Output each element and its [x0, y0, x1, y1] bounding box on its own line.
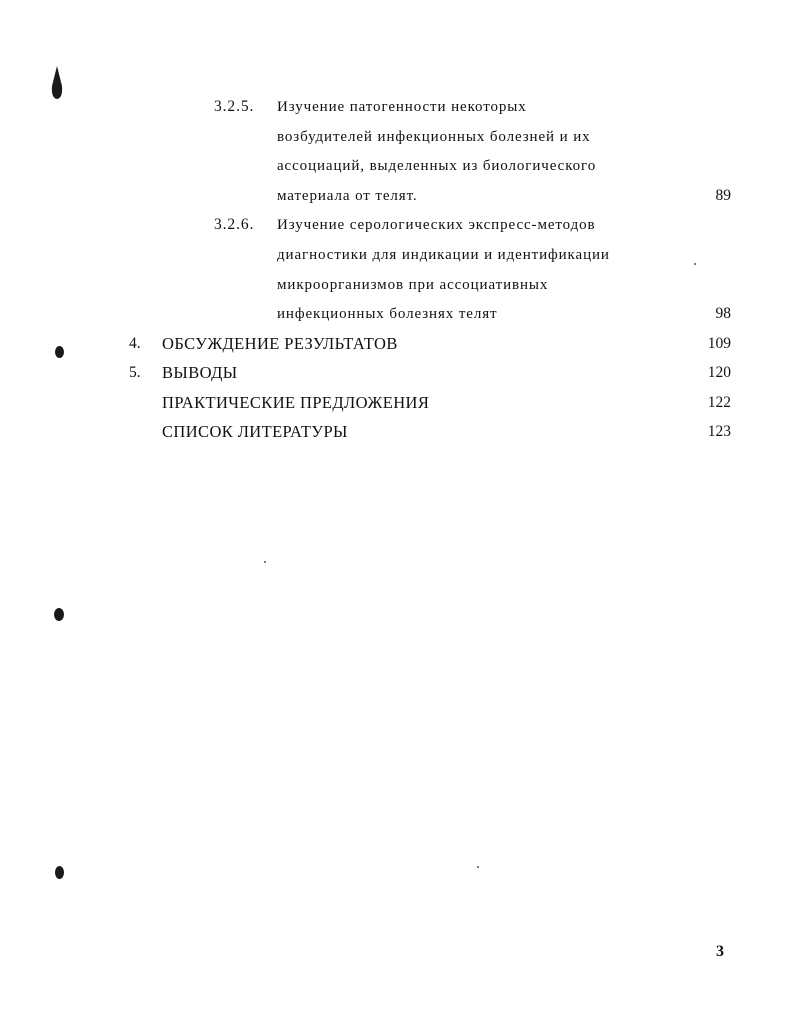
page-number: 3 [716, 943, 724, 960]
toc-entry-title-line: ассоциаций, выделенных из биологического [277, 158, 597, 174]
toc-entry-number: 3.2.6. [214, 216, 255, 233]
toc-entry-title-line: Изучение серологических экспресс-методов [277, 217, 596, 233]
toc-entry-number: 3.2.5. [214, 98, 255, 115]
toc-entry-page: 109 [707, 335, 731, 352]
toc-entry-page: 120 [707, 364, 731, 381]
binder-hole-mark [55, 346, 64, 358]
toc-entry-title: СПИСОК ЛИТЕРАТУРЫ [162, 422, 348, 441]
toc-entry-title-line: Изучение патогенности некоторых [277, 99, 527, 115]
toc-entry-title: ОБСУЖДЕНИЕ РЕЗУЛЬТАТОВ [162, 334, 398, 353]
binder-hole-mark [55, 866, 64, 879]
toc-entry-page: 98 [715, 305, 731, 322]
scan-speck [477, 866, 479, 868]
binder-hole-mark [50, 66, 64, 100]
toc-entry-title-line: микроорганизмов при ассоциативных [277, 277, 549, 293]
toc-entry-title-line: инфекционных болезнях телят [277, 306, 498, 322]
toc-entry-number: 5. [129, 364, 141, 381]
scan-speck [694, 263, 696, 265]
toc-entry-number: 4. [129, 335, 141, 352]
toc-entry-title-line: диагностики для индикации и идентификации [277, 247, 610, 263]
toc-entry-title-line: материала от телят. [277, 188, 418, 204]
binder-hole-mark [54, 608, 64, 621]
toc-entry-title: ВЫВОДЫ [162, 363, 238, 382]
toc-entry-title-line: возбудителей инфекционных болезней и их [277, 129, 591, 145]
toc-entry-page: 89 [715, 187, 731, 204]
scan-speck [264, 561, 266, 563]
toc-entry-page: 123 [707, 423, 731, 440]
toc-entry-title: ПРАКТИЧЕСКИЕ ПРЕДЛОЖЕНИЯ [162, 393, 430, 412]
toc-entry-page: 122 [707, 394, 731, 411]
